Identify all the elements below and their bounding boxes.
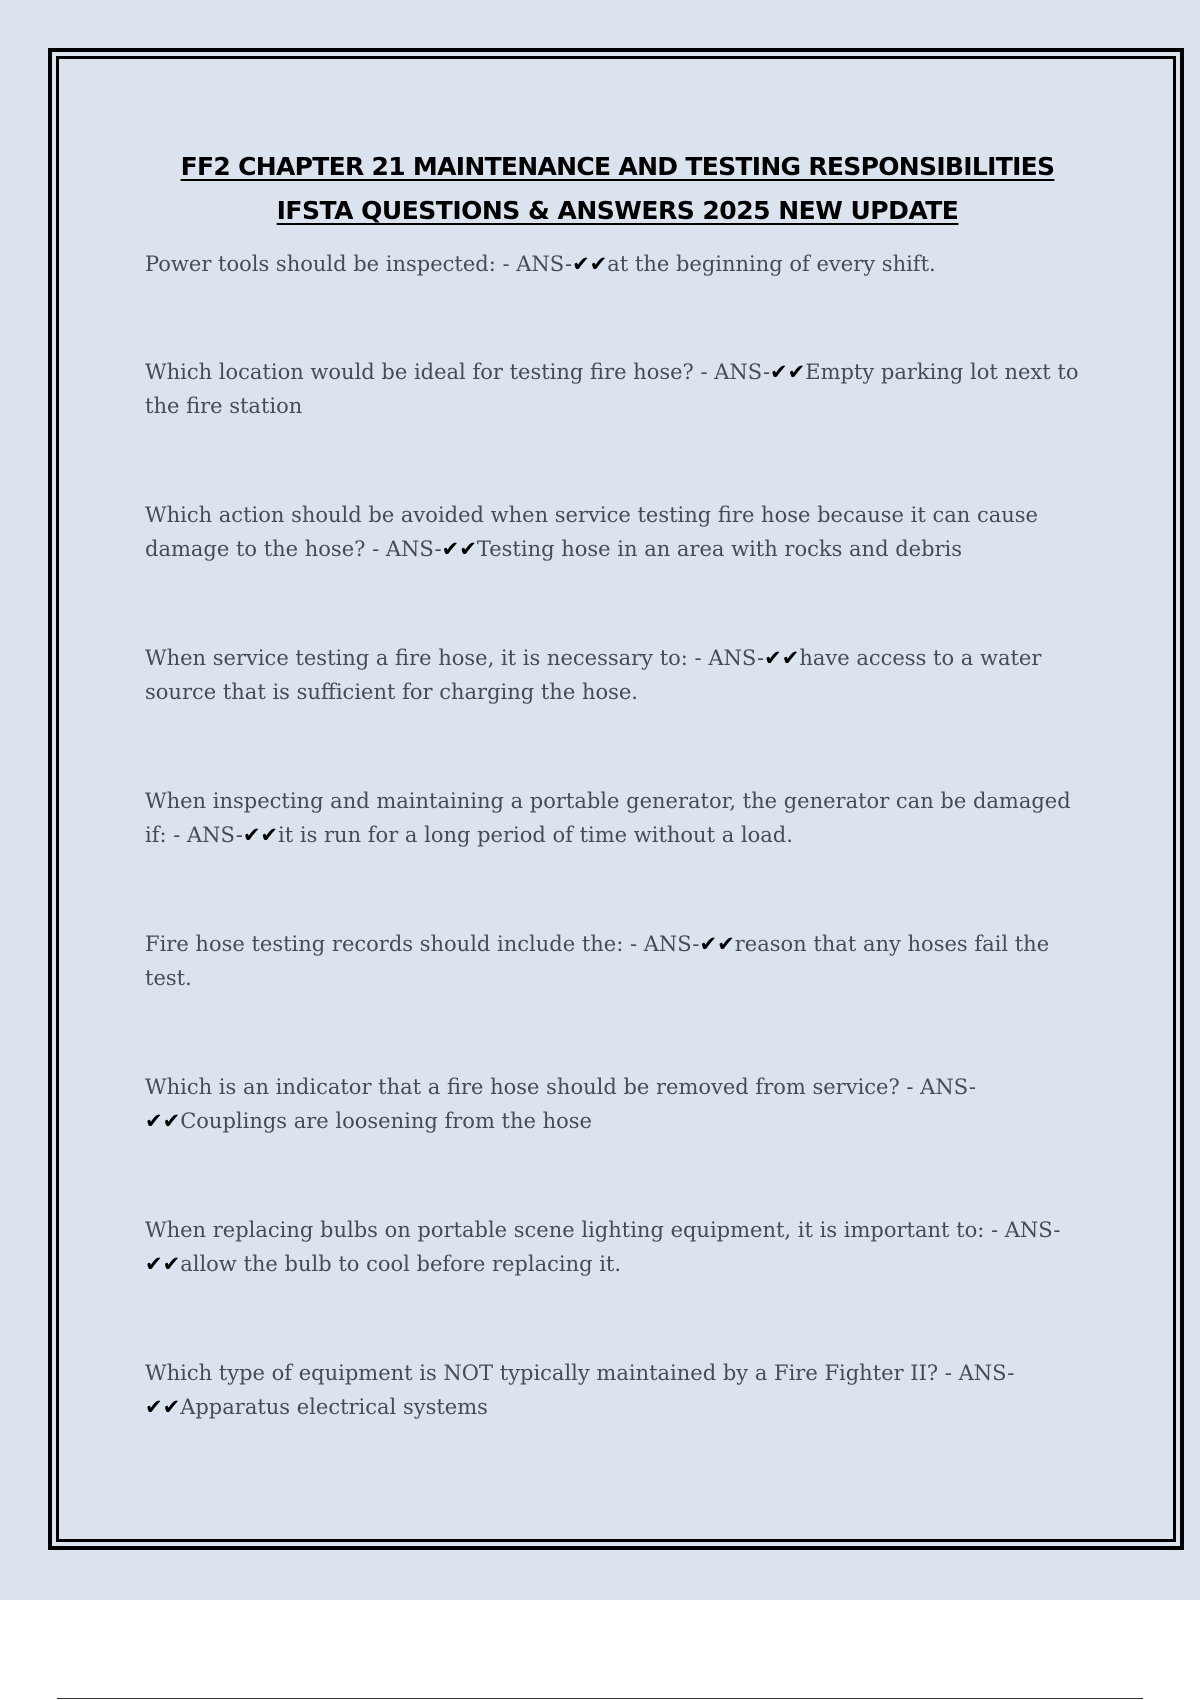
checkmark-icon: ✔✔ xyxy=(145,1395,181,1419)
qa-item xyxy=(145,641,1090,710)
answer-text: have access to a water source that is sufficient for charging the hose. xyxy=(145,645,1042,704)
question-text: Which type of equipment is NOT typically maintained by a Fire Fighter II? - ANS- xyxy=(145,1360,1015,1385)
page-bottom-rule xyxy=(57,1698,1143,1699)
answer-text: Couplings are loosening from the hose xyxy=(180,1109,592,1133)
question-text: Power tools should be inspected: - ANS- xyxy=(145,252,573,276)
question-text: Which location would be ideal for testing fire hose? - ANS- xyxy=(145,359,771,384)
question-text: When inspecting and maintaining a portable generator, the generator can be damaged if: - ANS- xyxy=(145,788,1071,847)
qa-list xyxy=(145,247,1090,1425)
checkmark-icon: ✔✔ xyxy=(699,931,735,956)
answer-text: Apparatus electrical systems xyxy=(180,1395,488,1419)
answer-text: Testing hose in an area with rocks and debris xyxy=(476,537,963,561)
question-text: Which action should be avoided when service testing fire hose because it can cause damage to the hose? - ANS- xyxy=(145,502,1038,561)
title-line-1: FF2 CHAPTER 21 MAINTENANCE AND TESTING RESPONSIBILITIES xyxy=(180,152,1055,181)
qa-item xyxy=(145,247,1090,282)
qa-item xyxy=(145,355,1090,424)
answer-text: at the beginning of every shift. xyxy=(607,252,936,276)
checkmark-icon: ✔✔ xyxy=(145,1109,181,1133)
question-text: When service testing a fire hose, it is necessary to: - ANS- xyxy=(145,645,765,670)
question-text: When replacing bulbs on portable scene lighting equipment, it is important to: - ANS- xyxy=(145,1217,1061,1242)
qa-item xyxy=(145,1213,1090,1282)
answer-text: Empty parking lot next to the fire station xyxy=(145,359,1079,418)
checkmark-icon: ✔✔ xyxy=(572,252,608,276)
document-title xyxy=(145,145,1090,233)
checkmark-icon: ✔✔ xyxy=(764,645,800,670)
qa-item xyxy=(145,1356,1090,1425)
question-text: Which is an indicator that a fire hose should be removed from service? - ANS- xyxy=(145,1074,976,1099)
checkmark-icon: ✔✔ xyxy=(242,823,279,847)
document-content xyxy=(145,145,1090,1499)
qa-item xyxy=(145,498,1090,567)
qa-item xyxy=(145,927,1090,996)
title-line-2: IFSTA QUESTIONS & ANSWERS 2025 NEW UPDATE xyxy=(276,196,959,225)
qa-item xyxy=(145,784,1090,853)
checkmark-icon: ✔✔ xyxy=(441,537,477,561)
checkmark-icon: ✔✔ xyxy=(145,1252,181,1276)
answer-text: allow the bulb to cool before replacing it. xyxy=(180,1252,622,1276)
qa-item xyxy=(145,1070,1090,1139)
checkmark-icon: ✔✔ xyxy=(770,359,806,384)
answer-text: it is run for a long period of time without a load. xyxy=(278,823,793,847)
answer-text: reason that any hoses fail the test. xyxy=(145,931,1050,990)
question-text: Fire hose testing records should include the: - ANS- xyxy=(145,931,700,956)
